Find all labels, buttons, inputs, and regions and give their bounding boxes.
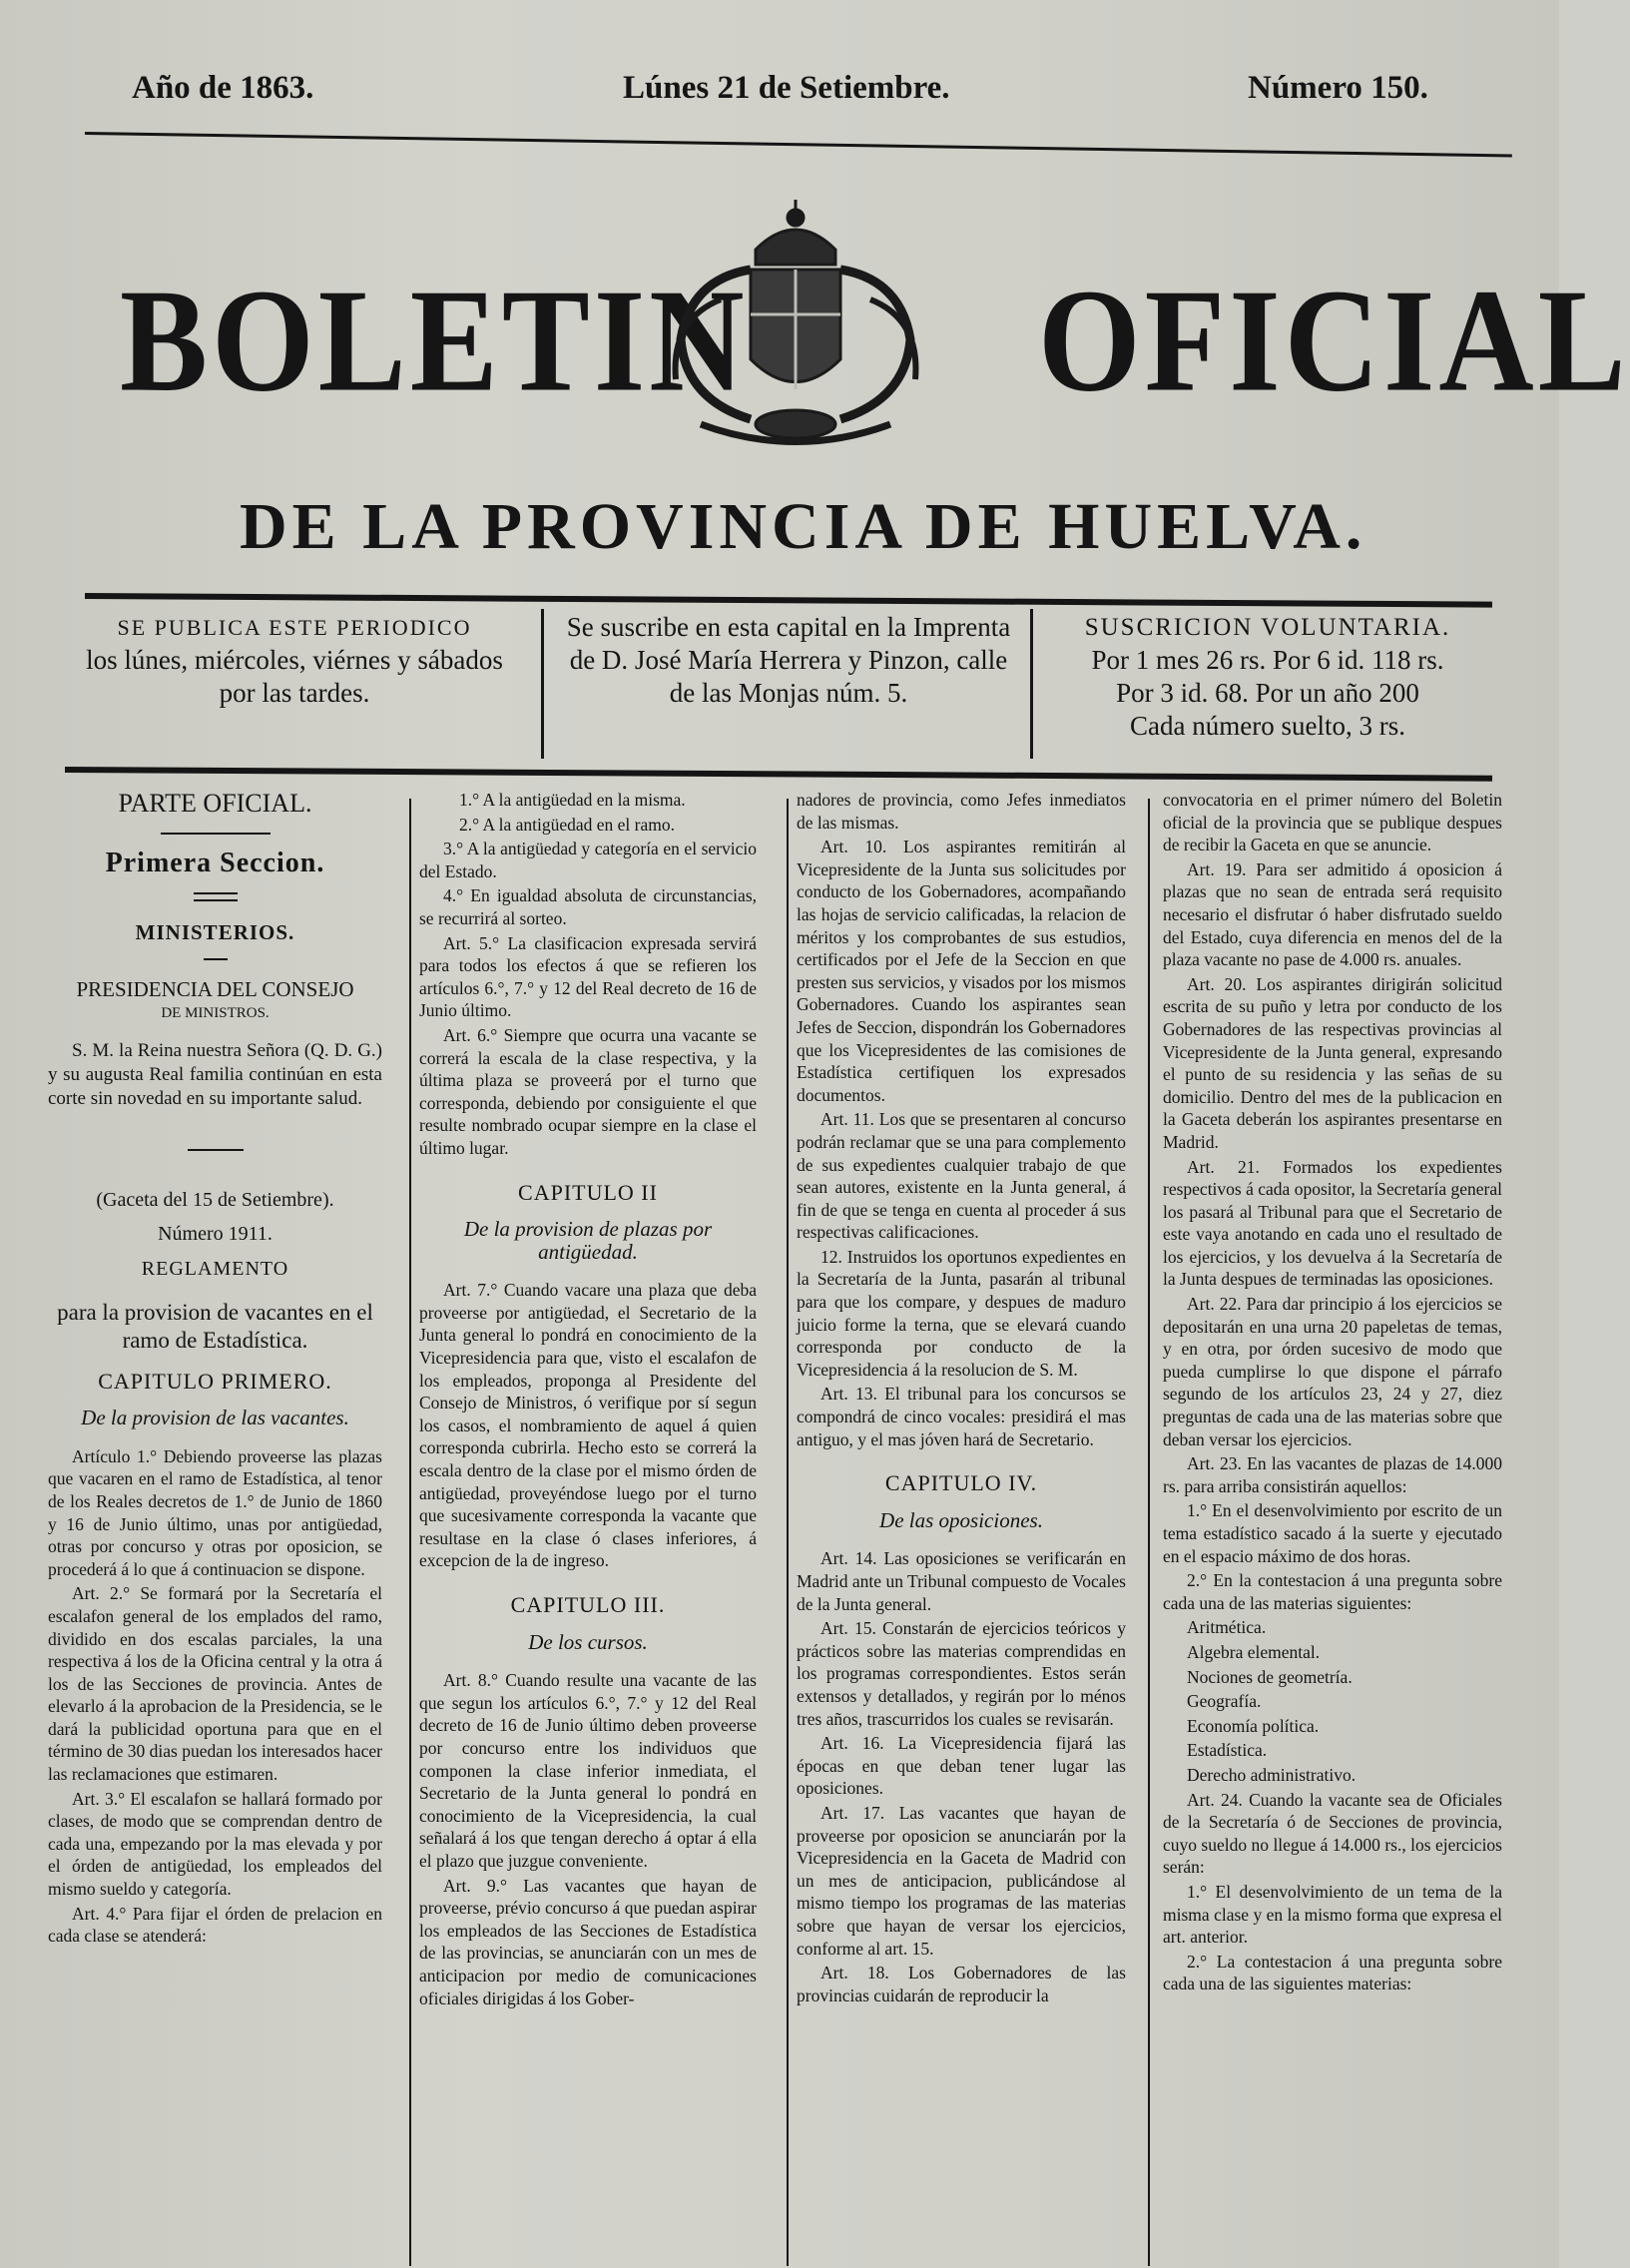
- article-16: Art. 16. La Vicepresidencia fijará las épocas en que deban tener lugar las oposiciones.: [797, 1733, 1126, 1799]
- article-24-item-2: 2.° La contestacion á una pregunta sobre cada una de las siguientes materias:: [1163, 1951, 1502, 1994]
- subscription-line-2: de D. José María Herrera y Pinzon, calle: [569, 645, 1008, 675]
- column-divider-3: [1148, 799, 1150, 2266]
- article-22: Art. 22. Para dar principio á los ejercicios se depositarán en una urna 20 papeletas de temas, y en otra, por órden sucesivo de modo que pueda cumplirse lo que dispone el párrafo segundo de los artículos 23, 24 y 27, diez preguntas de cada una de las materias sobre que deban versar los ejercicios.: [1163, 1294, 1502, 1449]
- subject-item: Estadística.: [1187, 1740, 1268, 1761]
- subscription-line-3: de las Monjas núm. 5.: [669, 678, 908, 708]
- presidency-heading-2: DE MINISTROS.: [161, 1005, 270, 1022]
- subscription-line-1: Se suscribe en esta capital en la Imprenta: [566, 612, 1011, 642]
- top-rule: [85, 132, 1512, 157]
- presidency-heading: PRESIDENCIA DEL CONSEJO: [76, 976, 354, 1001]
- criterion-3: 3.° A la antigüedad y categoría en el servicio del Estado.: [419, 839, 757, 881]
- subject-item: Aritmética.: [1187, 1617, 1267, 1638]
- article-18: Art. 18. Los Gobernadores de las provincias cuidarán de reproducir la: [797, 1963, 1126, 2005]
- masthead-subtitle: DE LA PROVINCIA DE HUELVA.: [240, 490, 1367, 563]
- price-line-1: Por 1 mes 26 rs. Por 6 id. 118 rs.: [1091, 645, 1444, 675]
- article-23-item-2: 2.° En la contestacion á una pregunta sobre cada una de las materias siguientes:: [1163, 1570, 1502, 1613]
- article-6: Art. 6.° Siempre que ocurra una vacante se correrá la escala de la clase respectiva, y la última plaza se proveerá por el turno que corresponda, debiendo por consiguiente el que resulte nombrado ocupar siempre en la clase el último lugar.: [419, 1024, 757, 1158]
- article-15: Art. 15. Constarán de ejercicios teóricos y prácticos sobre las materias comprendidas en los programas correspondientes. Estos serán extensos y detallados, y regirán por lo ménos tres años, trascurridos los cuales se revisarán.: [797, 1618, 1126, 1729]
- divider: [188, 1149, 244, 1151]
- article-20: Art. 20. Los aspirantes dirigirán solicitud escrita de su puño y letra por conducto de los Gobernadores de las respectivas provincias al Vicepresidente de la Junta general, expresando el punto de su residencia y las señas de su domicilio. Dentro del mes de la publicacion en la Gaceta deberán los aspirantes presentarse en Madrid.: [1163, 973, 1502, 1152]
- info-rule-top: [85, 593, 1492, 608]
- divider: [161, 833, 271, 835]
- article-2: Art. 2.° Se formará por la Secretaría el escalafon general de los emplados del ramo, dividido en dos escalas parciales, la una respectiva á los de la Oficina central y la otra á los de las Secciones de provincia. Antes de elevarlo á la aprobacion de la Presidencia, se le dará la publicidad oportuna para que en el término de 30 dias puedan los interesados hacer las reclamaciones que estimaren.: [48, 1583, 382, 1785]
- criterion-4: 4.° En igualdad absoluta de circunstancias, se recurrirá al sorteo.: [419, 885, 757, 928]
- column-4: [1163, 789, 1502, 2268]
- article-21: Art. 21. Formados los expedientes respectivos á cada opositor, la Secretaría general los pasará al Tribunal para que el Secretario de este vaya anotando en cada uno el resultado de los ejercicios, y los devuelva á la Secretaría de la Junta despues de terminadas las oposiciones.: [1163, 1156, 1502, 1290]
- voluntary-subscription: [1038, 611, 1497, 761]
- article-4: Art. 4.° Para fijar el órden de prelacion en cada clase se atenderá:: [48, 1903, 382, 1947]
- publication-line-1: SE PUBLICA ESTE PERIODICO: [117, 615, 472, 640]
- subject-item: Derecho administrativo.: [1187, 1764, 1357, 1785]
- subject-item: Economía política.: [1187, 1715, 1320, 1736]
- column-3: [797, 789, 1126, 2268]
- article-3: Art. 3.° El escalafon se hallará formado por clases, de modo que se comprendan dentro de cada una, empezando por la mas elevada y por el órden de antigüedad, los empleados del mismo sueldo y categoría.: [48, 1788, 382, 1900]
- divider: [194, 892, 238, 901]
- column-divider-1: [409, 799, 411, 2266]
- continuation-text: convocatoria en el primer número del Boletin oficial de la provincia que se publique despues de recibir la Gaceta en que se anuncie.: [1163, 790, 1502, 855]
- column-1: [48, 789, 382, 2268]
- chapter-3-title: De los cursos.: [528, 1629, 648, 1654]
- year-label: Año de 1863.: [132, 70, 314, 106]
- price-line-3: Cada número suelto, 3 rs.: [1130, 711, 1405, 741]
- article-10: Art. 10. Los aspirantes remitirán al Vicepresidente de la Junta sus solicitudes por conducto de los Gobernadores, acompañando las hojas de servicio calificadas, la relacion de méritos y los comprobantes de sus estudios, certificados por el Jefe de la Seccion en que presten sus servicios, y visados por los mismos Gobernadores. Cuando los aspirantes sean Jefes de Seccion, dispondrán los Gobernadores que los Vicepresidentes de las comisiones de Estadística certifiquen los expresados documentos.: [797, 837, 1126, 1105]
- masthead-oficial: OFICIAL: [1038, 258, 1630, 422]
- gaceta-reference: (Gaceta del 15 de Setiembre).: [96, 1188, 334, 1211]
- divider: [204, 958, 228, 960]
- chapter-2-title: De la provision de plazas por antigüedad.: [463, 1217, 713, 1264]
- subscription-info: [549, 611, 1028, 761]
- article-12: 12. Instruidos los oportunos expedientes en la Secretaría de la Junta, pasarán al tribunal para que los compare, y despues de maduro juicio forme la terna, que se elevará cuando corresponda por conducto de la Vicepresidencia á la resolucion de S. M.: [797, 1246, 1126, 1380]
- info-divider-1: [541, 609, 544, 759]
- royal-health-notice: S. M. la Reina nuestra Señora (Q. D. G.) y su augusta Real familia continúan en esta corte sin novedad en su importante salud.: [48, 1039, 382, 1109]
- article-8: Art. 8.° Cuando resulte una vacante de las que segun los artículos 6.°, 7.° y 12 del Real decreto de 16 de Junio último deben proveerse por concurso entre los individuos que componen la clase inferior inmediata, el Secretario de la Junta general lo pondrá en conocimiento de la Vicepresidencia, la cual señalará á los que tengan derecho á optar á ella el plazo que juzgue conveniente.: [419, 1670, 757, 1871]
- info-divider-2: [1030, 609, 1033, 759]
- voluntary-title: SUSCRICION VOLUNTARIA.: [1084, 614, 1451, 641]
- article-9: Art. 9.° Las vacantes que hayan de proveerse, prévio concurso á que puedan aspirar los empleados de las Secciones de Estadística de las provincias, se anunciarán con un mes de anticipacion por medio de comunicaciones oficiales dirigidas á los Gober-: [419, 1875, 757, 2008]
- regulation-title: para la provision de vacantes en el ramo de Estadística.: [57, 1299, 373, 1353]
- chapter-4-heading: CAPITULO IV.: [884, 1470, 1038, 1496]
- column-2: [419, 789, 757, 2268]
- article-24-item-1: 1.° El desenvolvimiento de un tema de la misma clase y en la mismo forma que expresa el art. anterior.: [1163, 1881, 1502, 1948]
- masthead-boletin: BOLETIN: [120, 258, 749, 422]
- article-5: Art. 5.° La clasificacion expresada servirá para todos los efectos á que se refieren los artículos 6.°, 7.° y 12 del Real decreto de 16 de Junio último.: [419, 932, 757, 1021]
- info-rule-bottom: [65, 767, 1492, 782]
- chapter-1-heading: CAPITULO PRIMERO.: [98, 1368, 332, 1394]
- chapter-4-title: De las oposiciones.: [879, 1507, 1043, 1532]
- chapter-1-title: De la provision de las vacantes.: [81, 1406, 349, 1430]
- article-1: Artículo 1.° Debiendo proveerse las plazas que vacaren en el ramo de Estadística, al tenor de los Reales decretos de 1.° de Junio de 1860 y 16 de Junio último, unas por antigüedad, otras por concurso y otras por oposicion, se procederá á lo que á continuacion se dispone.: [48, 1445, 382, 1579]
- chapter-3-heading: CAPITULO III.: [510, 1592, 666, 1617]
- regulation-heading: REGLAMENTO: [141, 1257, 289, 1280]
- article-11: Art. 11. Los que se presentaren al concurso podrán reclamar que se una para complemento de sus expedientes cualquier trabajo de que sean autores, existente en la Junta general, á fin de que se tenga en cuenta al proceder á sus respectivas calificaciones.: [797, 1109, 1126, 1243]
- price-line-2: Por 3 id. 68. Por un año 200: [1116, 678, 1419, 708]
- publication-line-2: los lúnes, miércoles, viérnes y sábados: [86, 645, 503, 675]
- article-17: Art. 17. Las vacantes que hayan de proveerse por oposicion se anunciarán por la Vicepresidencia en la Gaceta de Madrid con un mes de anticipacion, publicándose al mismo tiempo los programas de las materias sobre que hayan de versar los ejercicios, conforme al art. 15.: [797, 1802, 1126, 1959]
- subject-item: Algebra elemental.: [1187, 1641, 1321, 1662]
- subject-item: Geografía.: [1187, 1691, 1262, 1712]
- criterion-2: 2.° A la antigüedad en el ramo.: [459, 814, 675, 835]
- article-23: Art. 23. En las vacantes de plazas de 14.000 rs. para arriba consistirán aquellos:: [1163, 1453, 1502, 1496]
- continuation-text: nadores de provincia, como Jefes inmediatos de las mismas.: [797, 790, 1126, 833]
- article-14: Art. 14. Las oposiciones se verificarán en Madrid ante un Tribunal compuesto de Vocales de la Junta general.: [797, 1548, 1126, 1614]
- subject-item: Nociones de geometría.: [1187, 1666, 1353, 1687]
- column-divider-2: [787, 799, 789, 2266]
- article-23-item-1: 1.° En el desenvolvimiento por escrito de un tema estadístico sacado á la suerte y ejecutado en el espacio máximo de dos horas.: [1163, 1500, 1502, 1566]
- publication-line-3: por las tardes.: [219, 678, 370, 708]
- article-24: Art. 24. Cuando la vacante sea de Oficiales de la Secretaría ó de Secciones de provincia, cuyo sueldo no llegue á 14.000 rs., los ejercicios serán:: [1163, 1789, 1502, 1878]
- subsection-heading: Primera Seccion.: [105, 848, 325, 878]
- coat-of-arms-icon: [631, 190, 960, 459]
- publication-info: [60, 611, 529, 761]
- number-reference: Número 1911.: [158, 1223, 272, 1246]
- article-13: Art. 13. El tribunal para los concursos se compondrá de cinco vocales: presidirá el mas antiguo, y el mas jóven hará de Secretario.: [797, 1384, 1126, 1449]
- ministries-heading: MINISTERIOS.: [135, 920, 295, 944]
- article-7: Art. 7.° Cuando vacare una plaza que deba proveerse por antigüedad, el Secretario de la Junta general lo pondrá en conocimiento de la Vicepresidencia para que, visto el escalafon de los empleados, proponga al Presidente del Consejo de Ministros, ó verifique por sí segun los casos, el nombramiento de aquel á quien corresponda cubrirla. Hecho esto se correrá la escala dentro de la clase por el mismo órden de antigüedad, proveyéndose luego por el turno que sucesivamente corresponda la vacante que resultase en la clase ó clases inferiores, á excepcion de la de ingreso.: [419, 1280, 757, 1571]
- chapter-2-heading: CAPITULO II: [518, 1179, 658, 1205]
- section-heading: PARTE OFICIAL.: [118, 789, 312, 818]
- criterion-1: 1.° A la antigüedad en la misma.: [459, 790, 686, 810]
- date-label: Lúnes 21 de Setiembre.: [623, 70, 950, 106]
- article-19: Art. 19. Para ser admitido á oposicion á plazas que no sean de entrada será requisito necesario el disfrutar ó haber disfrutado sueldo del Estado, cuya diferencia en menos del de la plaza vacante no pase de 4.000 rs. anuales.: [1163, 858, 1502, 970]
- issue-number: Número 150.: [1248, 70, 1428, 106]
